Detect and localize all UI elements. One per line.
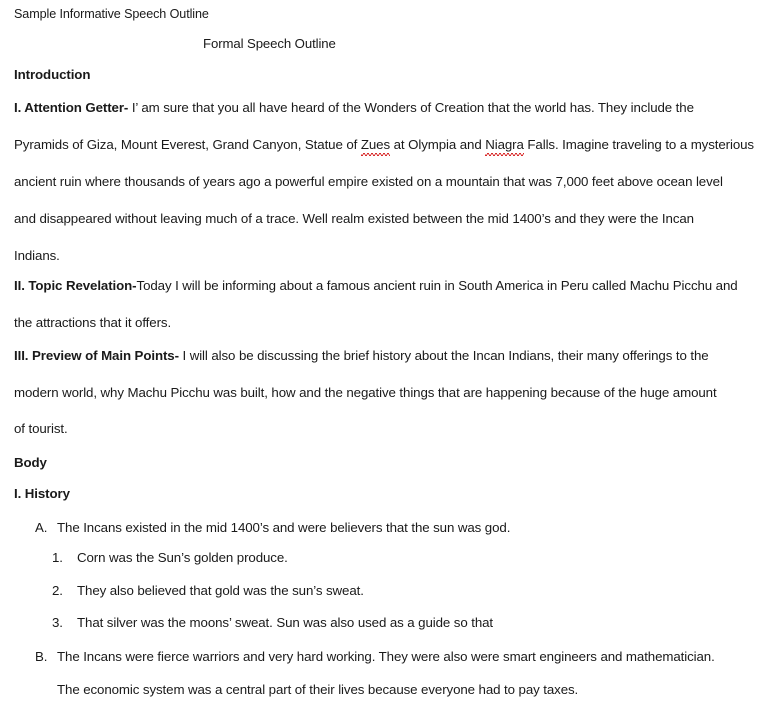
list-item-marker: A. bbox=[35, 520, 48, 535]
point-preview-main-points-line-2: modern world, why Machu Picchu was built, how and the negative things that are happening because of the huge amount bbox=[14, 385, 717, 400]
point-attention-getter-line-1 bbox=[14, 100, 754, 116]
heading-body: Body bbox=[14, 455, 47, 470]
list-item bbox=[52, 615, 493, 631]
misspelled-word-zues[interactable]: Zues bbox=[360, 137, 391, 152]
point-topic-revelation-line-1 bbox=[14, 278, 754, 294]
point-topic-revelation-text: Today I will be informing about a famous ancient ruin in South America in Peru called Machu Picchu and bbox=[136, 278, 738, 293]
list-item-label: They also believed that gold was the sun’s sweat. bbox=[77, 583, 364, 598]
list-item-marker: 2. bbox=[52, 583, 63, 598]
attention-getter-line2-part-c: Falls. Imagine traveling to a mysterious bbox=[523, 137, 754, 152]
point-preview-main-points-line-1 bbox=[14, 348, 754, 364]
attention-getter-line2-part-a: Pyramids of Giza, Mount Everest, Grand Canyon, Statue of bbox=[14, 137, 361, 152]
point-attention-getter-label: I. Attention Getter- bbox=[14, 100, 129, 115]
point-attention-getter-line-4: and disappeared without leaving much of a trace. Well realm existed between the mid 1400’s and they were the Incan bbox=[14, 211, 694, 226]
list-item-label: The Incans existed in the mid 1400’s and were believers that the sun was god. bbox=[57, 520, 511, 535]
list-item bbox=[35, 649, 715, 665]
list-item bbox=[35, 520, 510, 536]
list-item-marker: B. bbox=[35, 649, 48, 664]
list-item-label: Corn was the Sun’s golden produce. bbox=[77, 550, 288, 565]
point-attention-getter-line-2 bbox=[14, 137, 754, 153]
document-centered-title: Formal Speech Outline bbox=[203, 36, 336, 51]
list-item-continuation bbox=[35, 682, 578, 698]
list-item-label: The economic system was a central part of their lives because everyone had to pay taxes. bbox=[57, 682, 579, 697]
point-attention-getter-line-3: ancient ruin where thousands of years ago a powerful empire existed on a mountain that was 7,000 feet above ocean level bbox=[14, 174, 723, 189]
point-preview-main-points-line-3: of tourist. bbox=[14, 421, 68, 436]
list-item bbox=[52, 583, 364, 599]
point-attention-getter-text: I’ am sure that you all have heard of the Wonders of Creation that the world has. They include the bbox=[128, 100, 694, 115]
heading-introduction: Introduction bbox=[14, 67, 91, 82]
misspelled-word-niagra[interactable]: Niagra bbox=[485, 137, 524, 152]
point-attention-getter-line-5: Indians. bbox=[14, 248, 60, 263]
list-item bbox=[52, 550, 288, 566]
heading-history: I. History bbox=[14, 486, 70, 501]
list-item-marker: 1. bbox=[52, 550, 63, 565]
point-preview-main-points-label: III. Preview of Main Points- bbox=[14, 348, 179, 363]
point-topic-revelation-label: II. Topic Revelation- bbox=[14, 278, 137, 293]
point-topic-revelation-line-2: the attractions that it offers. bbox=[14, 315, 172, 330]
list-item-label: The Incans were fierce warriors and very hard working. They were also were smart engineers and mathematician. bbox=[57, 649, 715, 664]
attention-getter-line2-part-b: at Olympia and bbox=[390, 137, 486, 152]
list-item-label: That silver was the moons’ sweat. Sun was also used as a guide so that bbox=[77, 615, 494, 630]
point-preview-main-points-text: I will also be discussing the brief history about the Incan Indians, their many offerings to the bbox=[178, 348, 709, 363]
document-header-title: Sample Informative Speech Outline bbox=[14, 7, 209, 21]
list-item-marker: 3. bbox=[52, 615, 63, 630]
